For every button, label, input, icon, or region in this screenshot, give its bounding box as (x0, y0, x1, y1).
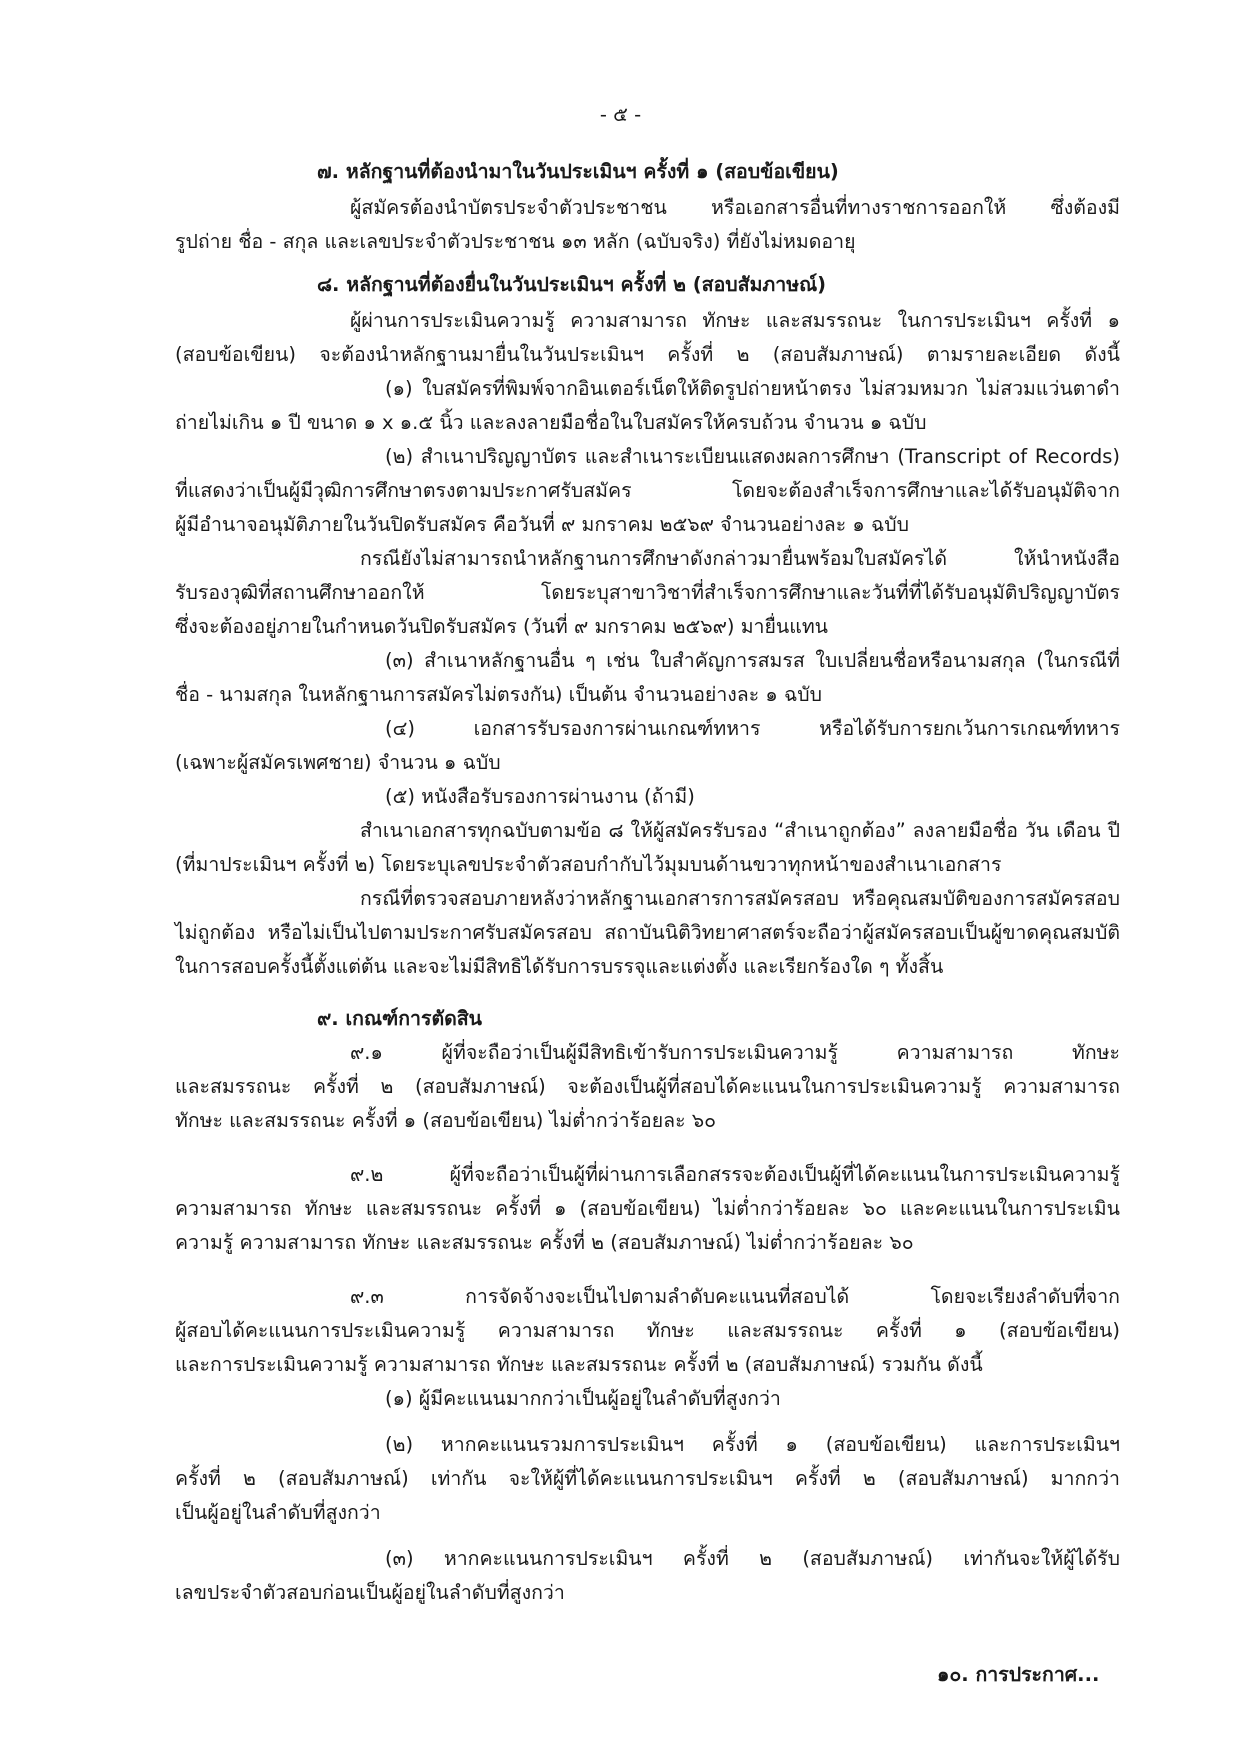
text-line: ๙.๒ ผู้ที่จะถือว่าเป็นผู้ที่ผ่านการเลือกสรรจะต้องเป็นผู้ที่ได้คะแนนในการประเมินความรู้ (350, 1163, 1120, 1186)
text-line: (๒) หากคะแนนรวมการประเมินฯ ครั้งที่ ๑ (สอบข้อเขียน) และการประเมินฯ (385, 1433, 1120, 1456)
text-line: กรณีที่ตรวจสอบภายหลังว่าหลักฐานเอกสารการสมัครสอบ หรือคุณสมบัติของการสมัครสอบ (360, 887, 1120, 910)
section-heading: ๘. หลักฐานที่ต้องยื่นในวันประเมินฯ ครั้งที่ ๒ (สอบสัมภาษณ์) (317, 273, 827, 296)
text-line: ความรู้ ความสามารถ ทักษะ และสมรรถนะ ครั้งที่ ๒ (สอบสัมภาษณ์) ไม่ต่ำกว่าร้อยละ ๖๐ (175, 1231, 914, 1254)
text-line: ผู้สอบได้คะแนนการประเมินความรู้ ความสามารถ ทักษะ และสมรรถนะ ครั้งที่ ๑ (สอบข้อเขียน) (175, 1319, 1120, 1342)
text-line: (๑) ใบสมัครที่พิมพ์จากอินเตอร์เน็ตให้ติดรูปถ่ายหน้าตรง ไม่สวมหมวก ไม่สวมแว่นตาดำ (385, 377, 1120, 400)
footer-continuation: ๑๐. การประกาศ... (937, 1663, 1100, 1686)
text-line: รูปถ่าย ชื่อ - สกุล และเลขประจำตัวประชาชน ๑๓ หลัก (ฉบับจริง) ที่ยังไม่หมดอายุ (175, 230, 856, 253)
page-number: - ๕ - (599, 103, 642, 126)
text-line: ที่แสดงว่าเป็นผู้มีวุฒิการศึกษาตรงตามประกาศรับสมัคร โดยจะต้องสำเร็จการศึกษาและได้รับอนุมัติจาก (175, 479, 1120, 502)
text-line: (สอบข้อเขียน) จะต้องนำหลักฐานมายื่นในวันประเมินฯ ครั้งที่ ๒ (สอบสัมภาษณ์) ตามรายละเอียด ดังนี้ (175, 343, 1120, 366)
text-line: ไม่ถูกต้อง หรือไม่เป็นไปตามประกาศรับสมัครสอบ สถาบันนิติวิทยาศาสตร์จะถือว่าผู้สมัครสอบเป็นผู้ขาดคุณสมบัติ (175, 921, 1120, 944)
text-line: ในการสอบครั้งนี้ตั้งแต่ต้น และจะไม่มีสิทธิได้รับการบรรจุและแต่งตั้ง และเรียกร้องใด ๆ ทั้งสิ้น (175, 955, 944, 978)
text-line: ทักษะ และสมรรถนะ ครั้งที่ ๑ (สอบข้อเขียน) ไม่ต่ำกว่าร้อยละ ๖๐ (175, 1109, 717, 1132)
text-line: เลขประจำตัวสอบก่อนเป็นผู้อยู่ในลำดับที่สูงกว่า (175, 1581, 565, 1604)
text-line: (๕) หนังสือรับรองการผ่านงาน (ถ้ามี) (385, 785, 695, 808)
text-line: ผู้ผ่านการประเมินความรู้ ความสามารถ ทักษะ และสมรรถนะ ในการประเมินฯ ครั้งที่ ๑ (350, 309, 1120, 332)
text-line: ๙.๑ ผู้ที่จะถือว่าเป็นผู้มีสิทธิเข้ารับการประเมินความรู้ ความสามารถ ทักษะ (350, 1041, 1120, 1064)
text-line: และสมรรถนะ ครั้งที่ ๒ (สอบสัมภาษณ์) จะต้องเป็นผู้ที่สอบได้คะแนนในการประเมินความรู้ ความสามารถ (175, 1075, 1120, 1098)
section-heading: ๗. หลักฐานที่ต้องนำมาในวันประเมินฯ ครั้งที่ ๑ (สอบข้อเขียน) (317, 160, 839, 183)
text-line: (๑) ผู้มีคะแนนมากกว่าเป็นผู้อยู่ในลำดับที่สูงกว่า (385, 1387, 781, 1410)
text-line: (๓) สำเนาหลักฐานอื่น ๆ เช่น ใบสำคัญการสมรส ใบเปลี่ยนชื่อหรือนามสกุล (ในกรณีที่ (385, 649, 1120, 672)
text-line: ๙.๓ การจัดจ้างจะเป็นไปตามลำดับคะแนนที่สอบได้ โดยจะเรียงลำดับที่จาก (350, 1285, 1120, 1308)
text-line: ครั้งที่ ๒ (สอบสัมภาษณ์) เท่ากัน จะให้ผู้ที่ได้คะแนนการประเมินฯ ครั้งที่ ๒ (สอบสัมภาษณ์) มากกว่า (175, 1467, 1120, 1490)
section-heading: ๙. เกณฑ์การตัดสิน (317, 1007, 483, 1030)
text-line: กรณียังไม่สามารถนำหลักฐานการศึกษาดังกล่าวมายื่นพร้อมใบสมัครได้ ให้นำหนังสือ (360, 547, 1120, 570)
text-line: ซึ่งจะต้องอยู่ภายในกำหนดวันปิดรับสมัคร (วันที่ ๙ มกราคม ๒๕๖๙) มายื่นแทน (175, 615, 829, 638)
text-line: ชื่อ - นามสกุล ในหลักฐานการสมัครไม่ตรงกัน) เป็นต้น จำนวนอย่างละ ๑ ฉบับ (175, 683, 823, 706)
text-line: (๒) สำเนาปริญญาบัตร และสำเนาระเบียนแสดงผลการศึกษา (Transcript of Records) (385, 445, 1120, 468)
text-line: (เฉพาะผู้สมัครเพศชาย) จำนวน ๑ ฉบับ (175, 751, 501, 774)
text-line: และการประเมินความรู้ ความสามารถ ทักษะ และสมรรถนะ ครั้งที่ ๒ (สอบสัมภาษณ์) รวมกัน ดังนี้ (175, 1353, 983, 1376)
text-line: รับรองวุฒิที่สถานศึกษาออกให้ โดยระบุสาขาวิชาที่สำเร็จการศึกษาและวันที่ที่ได้รับอนุมัติปริญญาบัตร (175, 581, 1120, 604)
text-line: (ที่มาประเมินฯ ครั้งที่ ๒) โดยระบุเลขประจำตัวสอบกำกับไว้มุมบนด้านขวาทุกหน้าของสำเนาเอกสาร (175, 853, 1002, 876)
text-line: ความสามารถ ทักษะ และสมรรถนะ ครั้งที่ ๑ (สอบข้อเขียน) ไม่ต่ำกว่าร้อยละ ๖๐ และคะแนนในการประเมิน (175, 1197, 1120, 1220)
text-line: (๔) เอกสารรับรองการผ่านเกณฑ์ทหาร หรือได้รับการยกเว้นการเกณฑ์ทหาร (385, 717, 1120, 740)
text-line: เป็นผู้อยู่ในลำดับที่สูงกว่า (175, 1501, 381, 1524)
text-line: ถ่ายไม่เกิน ๑ ปี ขนาด ๑ x ๑.๕ นิ้ว และลงลายมือชื่อในใบสมัครให้ครบถ้วน จำนวน ๑ ฉบับ (175, 411, 927, 434)
text-line: ผู้มีอำนาจอนุมัติภายในวันปิดรับสมัคร คือวันที่ ๙ มกราคม ๒๕๖๙ จำนวนอย่างละ ๑ ฉบับ (175, 513, 909, 536)
text-line: (๓) หากคะแนนการประเมินฯ ครั้งที่ ๒ (สอบสัมภาษณ์) เท่ากันจะให้ผู้ได้รับ (385, 1547, 1120, 1570)
text-line: ผู้สมัครต้องนำบัตรประจำตัวประชาชน หรือเอกสารอื่นที่ทางราชการออกให้ ซึ่งต้องมี (350, 196, 1120, 219)
text-line: สำเนาเอกสารทุกฉบับตามข้อ ๘ ให้ผู้สมัครรับรอง “สำเนาถูกต้อง” ลงลายมือชื่อ วัน เดือน ปี (360, 819, 1120, 842)
